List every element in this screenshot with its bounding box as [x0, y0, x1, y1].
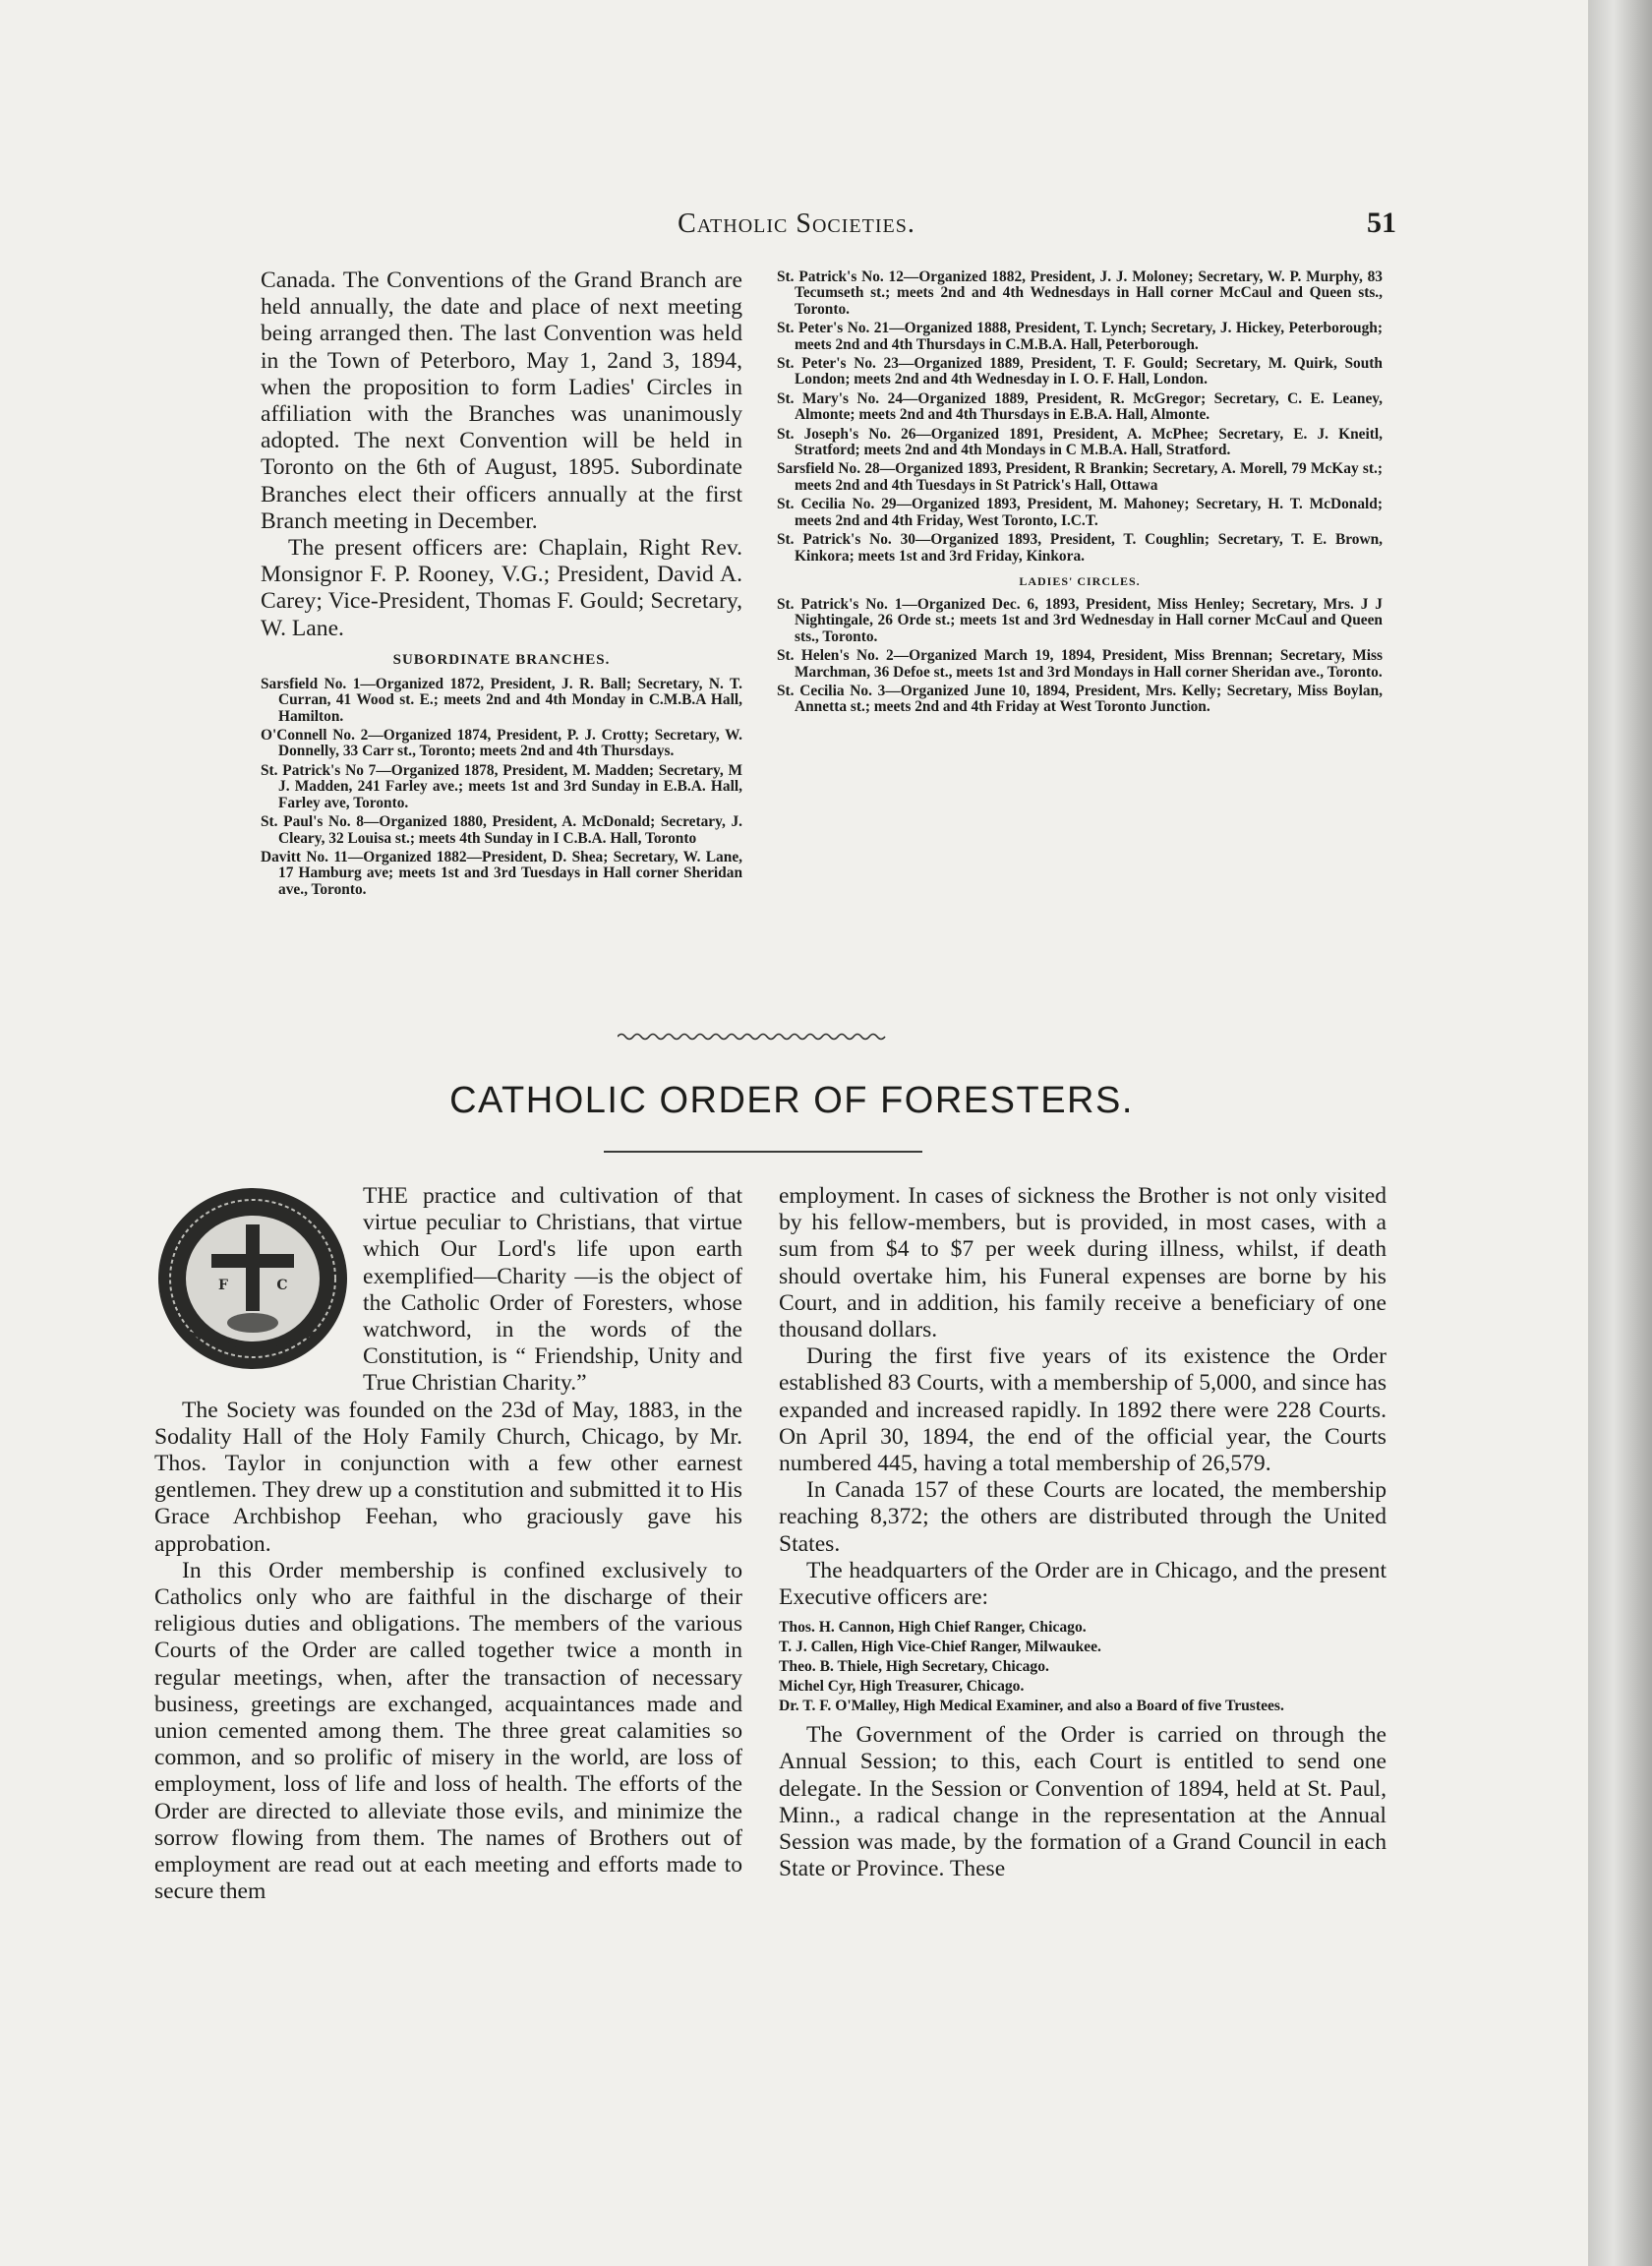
foresters-paragraph-2: The Society was founded on the 23d of May, 1883, in the Sodality Hall of the Holy Family Church, Chicago, by Mr. Thos. Taylor in conjunction with a few other earnest gentlemen. They drew up a constitution and submitted it to His Grace Archbishop Feehan, who graciously gave his approbation. — [154, 1397, 742, 1557]
foresters-paragraph-1: THE practice and cultivation of that virtue peculiar to Christians, that virtue which Our Lord's life upon earth exemplified—Charity —is the object of the Catholic Order of Foresters, whose watchword, in the words of the Constitution, is “ Friendship, Unity and True Christian Charity.” — [363, 1183, 742, 1397]
emblem-letter-f: F — [218, 1278, 228, 1293]
running-head: Catholic Societies. — [678, 209, 915, 239]
list-item: St. Cecilia No. 3—Organized June 10, 1894, President, Mrs. Kelly; Secretary, Miss Boylan, Annetta st.; meets 2nd and 4th Friday at West Toronto Junction. — [777, 682, 1383, 716]
section-title: CATHOLIC ORDER OF FORESTERS. — [449, 1080, 1134, 1121]
list-item: St. Mary's No. 24—Organized 1889, President, R. McGregor; Secretary, C. E. Leaney, Almonte; meets 2nd and 4th Thursdays in E.B.A. Hall, Almonte. — [777, 389, 1383, 424]
branches-continued-column — [777, 269, 1383, 719]
list-item: St. Peter's No. 21—Organized 1888, President, T. Lynch; Secretary, J. Hickey, Peterborough; meets 2nd and 4th Thursdays in C.M.B.A. Hall, Peterborough. — [777, 320, 1383, 353]
list-item: St. Patrick's No 7—Organized 1878, President, M. Madden; Secretary, M J. Madden, 241 Farley ave.; meets 1st and 3rd Sunday in E.B.A. Hall, Farley ave, Toronto. — [261, 761, 742, 811]
foresters-paragraph-5: During the first five years of its existence the Order established 83 Courts, with a membership of 5,000, and since has expanded and increased rapidly. In 1892 there were 228 Courts. On April 30, 1894, the end of the official year, the Courts numbered 445, having a total membership of 26,579. — [779, 1343, 1386, 1477]
foresters-paragraph-8: The Government of the Order is carried on through the Annual Session; to this, each Court is entitled to send one delegate. In the Session or Convention of 1894, held at St. Paul, Minn., a radical change in the representation at the Annual Session was made, by the formation of a Grand Council in each State or Province. These — [779, 1722, 1386, 1882]
foresters-right-column — [779, 1183, 1386, 1882]
list-item: O'Connell No. 2—Organized 1874, President, P. J. Crotty; Secretary, W. Donnelly, 33 Carr st., Toronto; meets 2nd and 4th Thursdays. — [261, 727, 742, 760]
list-item: St. Joseph's No. 26—Organized 1891, President, A. McPhee; Secretary, E. J. Kneitl, Stratford; meets 2nd and 4th Mondays in C M.B.A. Hall, Stratford. — [777, 425, 1383, 459]
list-item: St. Helen's No. 2—Organized March 19, 1894, President, Miss Brennan; Secretary, Miss Marchman, 36 Defoe st., meets 1st and 3rd Mondays in Hall corner Sheridan ave., Toronto. — [777, 647, 1383, 681]
list-item: T. J. Callen, High Vice-Chief Ranger, Milwaukee. — [779, 1639, 1101, 1656]
page-edge — [1588, 0, 1652, 2266]
list-item: Sarsfield No. 1—Organized 1872, President, J. R. Ball; Secretary, N. T. Curran, 41 Wood st. E.; meets 2nd and 4th Monday in C.M.B.A Hall, Hamilton. — [261, 675, 742, 725]
list-item: Michel Cyr, High Treasurer, Chicago. — [779, 1678, 1025, 1696]
foresters-paragraph-6: In Canada 157 of these Courts are located, the membership reaching 8,372; the others are distributed through the United States. — [779, 1477, 1386, 1557]
list-item: St. Peter's No. 23—Organized 1889, President, T. F. Gould; Secretary, M. Quirk, South London; meets 2nd and 4th Wednesday in I. O. F. Hall, London. — [777, 355, 1383, 388]
ladies-circles-heading: LADIES' CIRCLES. — [1019, 573, 1141, 588]
subordinate-branches-heading: SUBORDINATE BRANCHES. — [392, 651, 611, 668]
list-item: Thos. H. Cannon, High Chief Ranger, Chicago. — [779, 1619, 1087, 1637]
foresters-paragraph-4: employment. In cases of sickness the Brother is not only visited by his fellow-members, but is provided, in most cases, with a sum from $4 to $7 per week during illness, whilst, if death should overtake him, his Funeral expenses are borne by his Court, and in addition, his family receive a beneficiary of one thousand dollars. — [779, 1183, 1386, 1343]
list-item: St. Cecilia No. 29—Organized 1893, President, M. Mahoney; Secretary, H. T. McDonald; meets 2nd and 4th Friday, West Toronto, I.C.T. — [777, 496, 1383, 529]
foresters-left-column — [154, 1183, 742, 1905]
title-rule — [604, 1151, 922, 1153]
list-item: St. Patrick's No. 12—Organized 1882, President, J. J. Moloney; Secretary, W. P. Murphy, 83 Tecumseth st.; meets 2nd and 4th Wednesdays in Hall corner McCaul and Queen sts., Toronto. — [777, 268, 1383, 318]
list-item: St. Paul's No. 8—Organized 1880, President, A. McDonald; Secretary, J. Cleary, 32 Louisa st.; meets 4th Sunday in I C.B.A. Hall, Toronto — [261, 813, 742, 847]
foresters-seal-icon — [154, 1185, 351, 1372]
page-number: 51 — [1367, 207, 1396, 239]
wavy-ornament — [618, 1031, 889, 1043]
officers-paragraph: The present officers are: Chaplain, Right Rev. Monsignor F. P. Rooney, V.G.; President, David A. Carey; Vice-President, Thomas F. Gould; Secretary, W. Lane. — [261, 535, 742, 641]
list-item: Dr. T. F. O'Malley, High Medical Examiner, and also a Board of five Trustees. — [779, 1698, 1284, 1715]
emblem-letter-c: C — [276, 1278, 288, 1293]
executive-officers-list — [779, 1619, 1386, 1714]
grand-branch-paragraph-1: Canada. The Conventions of the Grand Branch are held annually, the date and place of next meeting being arranged then. The last Convention was held in the Town of Peterboro, May 1, 2and 3, 1894, when the proposition to form Ladies' Circles in affiliation with the Branches was unanimously adopted. The next Convention will be held in Toronto on the 6th of August, 1895. Subordinate Branches elect their officers annually at the first Branch meeting in December. — [261, 268, 742, 534]
list-item: St. Patrick's No. 1—Organized Dec. 6, 1893, President, Miss Henley; Secretary, Mrs. J J Nightingale, 26 Orde st.; meets 1st and 3rd Wednesday in Hall corner McCaul and Queen sts., Toronto. — [777, 595, 1383, 645]
list-item: St. Patrick's No. 30—Organized 1893, President, T. Coughlin; Secretary, T. E. Brown, Kinkora; meets 1st and 3rd Friday, Kinkora. — [777, 531, 1383, 565]
emblem-letter-h: H — [246, 1234, 260, 1250]
grand-branch-column — [261, 268, 742, 901]
list-item: Theo. B. Thiele, High Secretary, Chicago. — [779, 1658, 1049, 1676]
foresters-paragraph-7: The headquarters of the Order are in Chicago, and the present Executive officers are: — [779, 1557, 1386, 1611]
list-item: Sarsfield No. 28—Organized 1893, President, R Brankin; Secretary, A. Morell, 79 McKay st.; meets 2nd and 4th Tuesdays in St Patrick's Hall, Ottawa — [777, 460, 1383, 494]
list-item: Davitt No. 11—Organized 1882—President, D. Shea; Secretary, W. Lane, 17 Hamburg ave; meets 1st and 3rd Tuesdays in Hall corner Sheridan ave., Toronto. — [261, 848, 742, 898]
foresters-paragraph-3: In this Order membership is confined exclusively to Catholics only who are faithful in the discharge of their religious duties and obligations. The members of the various Courts of the Order are called together twice a month in regular meetings, when, after the transaction of necessary business, greetings are exchanged, acquaintances made and union cemented among them. The three great calamities so common, and so prolific of misery in the world, are loss of employment, loss of life and loss of health. The efforts of the Order are directed to alleviate those evils, and minimize the sorrow flowing from them. The names of Brothers out of employment are read out at each meeting and efforts made to secure them — [154, 1557, 742, 1905]
